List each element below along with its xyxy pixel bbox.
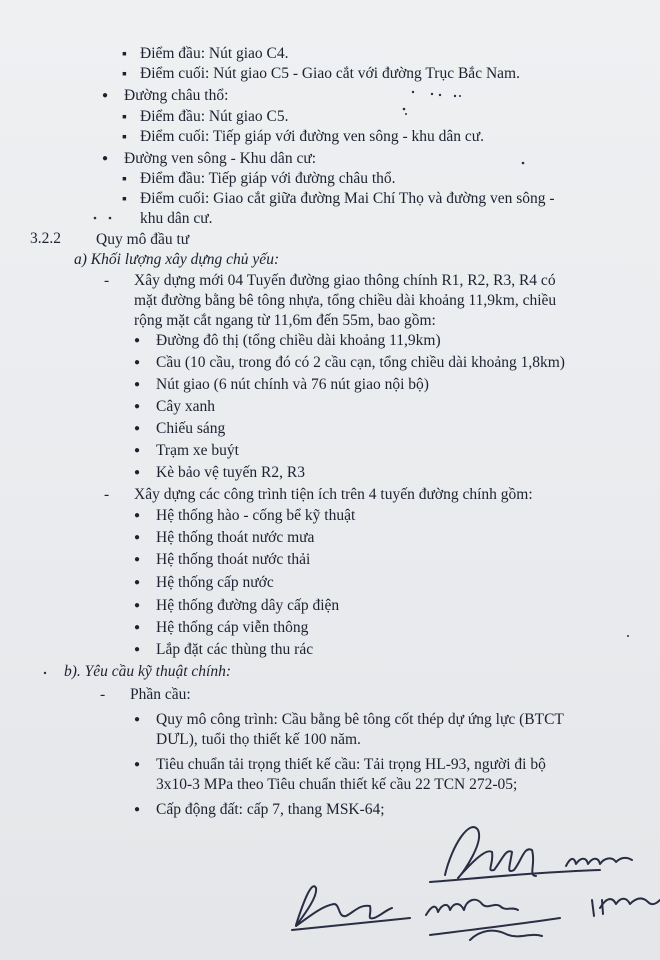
list-item-text: Điểm đầu: Nút giao C5. [140, 108, 289, 125]
list-item-text: Trạm xe buýt [156, 442, 239, 459]
list-item-text: Điểm cuối: Giao cắt giữa đường Mai Chí Thọ và đường ven sông - [140, 190, 555, 207]
list-item-text: Kè bảo vệ tuyến R2, R3 [156, 464, 305, 481]
list-item-text: Lắp đặt các thùng thu rác [156, 641, 314, 658]
subsection-b-title: b). Yêu cầu kỹ thuật chính: [64, 663, 232, 680]
list-item-continuation: DƯL), tuổi thọ thiết kế 100 năm. [156, 731, 361, 748]
list-item-text: Hệ thống thoát nước thải [156, 551, 311, 568]
list-item-continuation: 3x10-3 MPa theo Tiêu chuẩn thiết kế cầu 22 TCN 272-05; [156, 776, 518, 793]
list-item-text: Hệ thống thoát nước mưa [156, 529, 315, 546]
list-item-text: Đường đô thị (tổng chiều dài khoảng 11,9km) [156, 332, 441, 349]
paragraph-text: Xây dựng mới 04 Tuyến đường giao thông chính R1, R2, R3, R4 có [134, 272, 556, 289]
list-item-text: Điểm cuối: Tiếp giáp với đường ven sông - khu dân cư. [140, 128, 485, 145]
list-item-text: Điểm cuối: Nút giao C5 - Giao cắt với đường Trục Bắc Nam. [140, 65, 520, 82]
section-number: 3.2.2 [30, 230, 61, 247]
list-item-text: Hệ thống cáp viễn thông [156, 619, 309, 636]
list-item-text: Hệ thống đường dây cấp điện [156, 597, 340, 614]
list-item-text: Chiếu sáng [156, 420, 226, 437]
list-item-text: Quy mô công trình: Cầu bằng bê tông cốt thép dự ứng lực (BTCT [156, 711, 564, 728]
list-item-text: Tiêu chuẩn tải trọng thiết kế cầu: Tải trọng HL-93, người đi bộ [156, 756, 546, 773]
list-item-text: Điểm đầu: Nút giao C4. [140, 45, 289, 62]
list-item-text: Hệ thống hào - cống bể kỹ thuật [156, 507, 356, 524]
paragraph-line: mặt đường bằng bê tông nhựa, tổng chiều dài khoảng 11,9km, chiều [134, 292, 557, 309]
list-item-text: Đường châu thổ: [124, 87, 229, 104]
list-item-text: Cấp động đất: cấp 7, thang MSK-64; [156, 801, 385, 818]
list-item-text: Cây xanh [156, 398, 215, 415]
subsection-a-title: a) Khối lượng xây dựng chủ yếu: [74, 251, 280, 268]
list-item-continuation: khu dân cư. [140, 210, 213, 227]
list-item-text: Hệ thống cấp nước [156, 574, 274, 591]
list-item-text: Cầu (10 cầu, trong đó có 2 cầu cạn, tổng chiều dài khoảng 1,8km) [156, 354, 565, 371]
paragraph-text: Phần cầu: [130, 686, 191, 703]
paragraph-text: Xây dựng các công trình tiện ích trên 4 tuyến đường chính gồm: [134, 486, 533, 503]
list-item-text: Đường ven sông - Khu dân cư: [124, 150, 317, 167]
list-item-text: Điểm đầu: Tiếp giáp với đường châu thổ. [140, 170, 396, 187]
section-title: Quy mô đầu tư [96, 231, 190, 248]
paragraph-line: rộng mặt cắt ngang từ 11,6m đến 55m, bao gồm: [134, 312, 436, 329]
list-item-text: Nút giao (6 nút chính và 76 nút giao nội bộ) [156, 376, 429, 393]
